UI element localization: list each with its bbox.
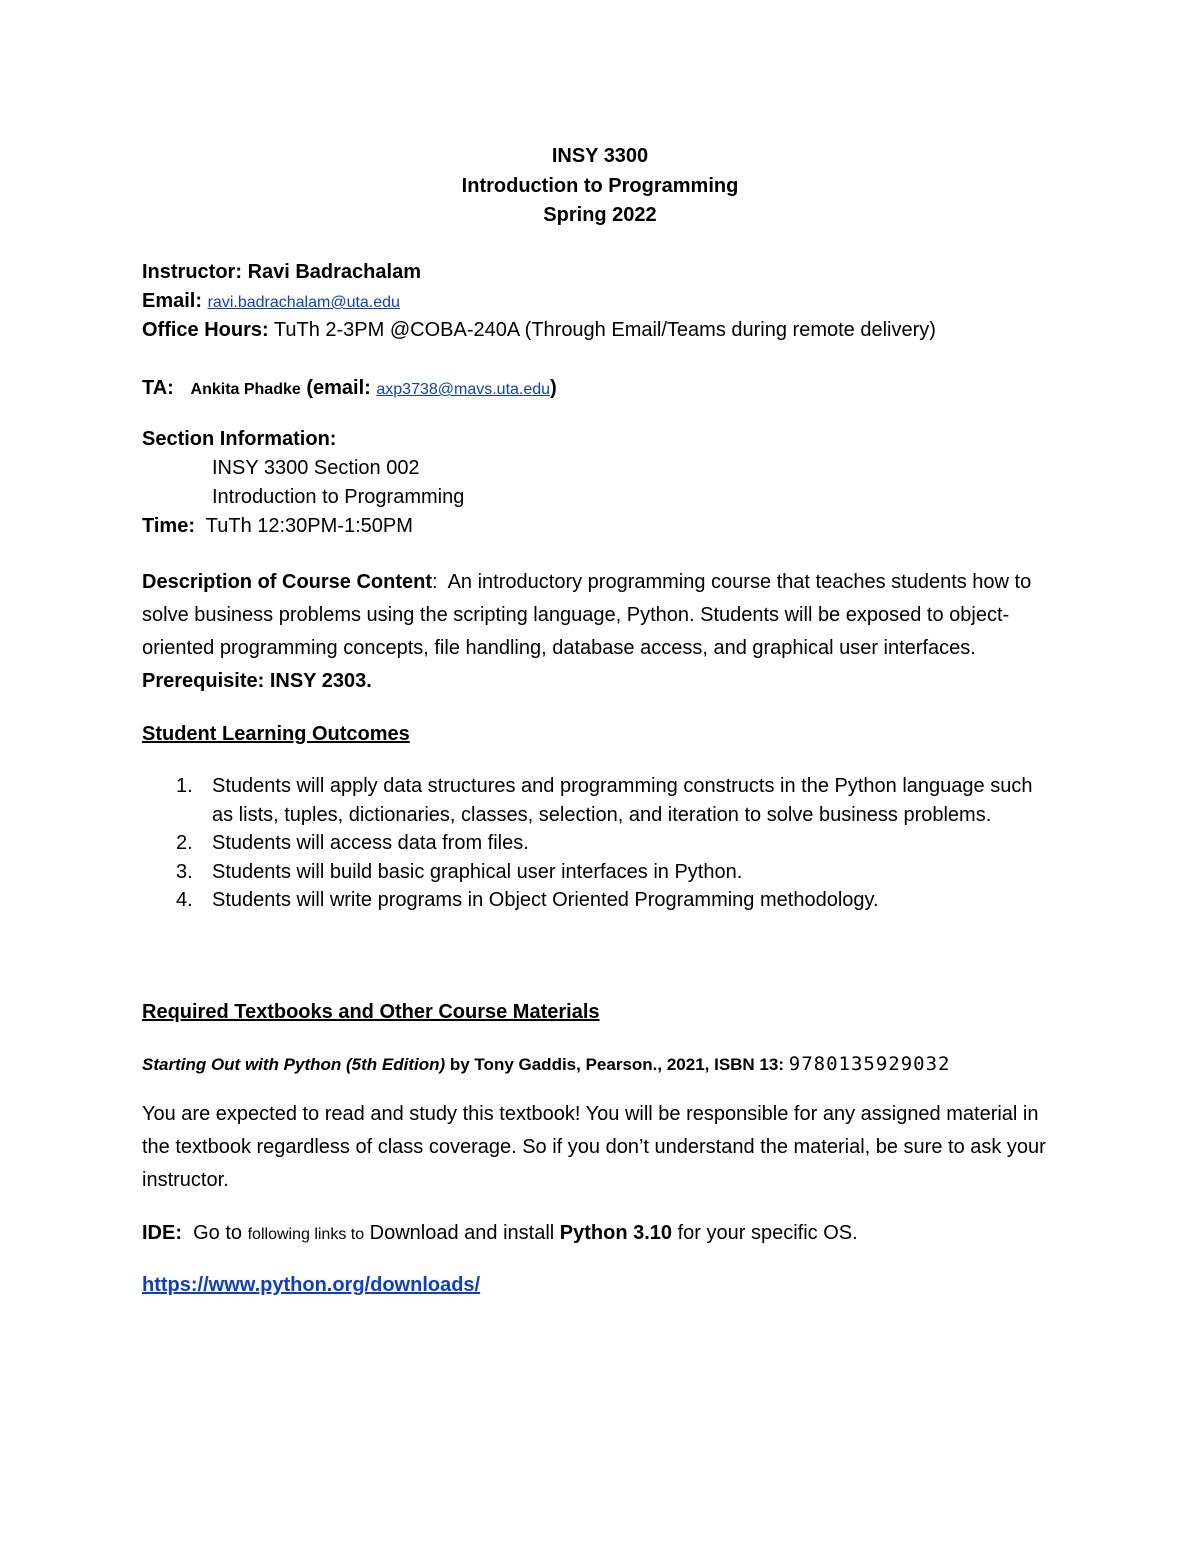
instructor-email-link[interactable]: ravi.badrachalam@uta.edu bbox=[207, 294, 400, 311]
ta-line bbox=[142, 376, 557, 402]
ide-line bbox=[142, 1221, 858, 1247]
course-description bbox=[142, 566, 1052, 698]
ide-text-2: following links to bbox=[247, 1226, 365, 1243]
materials-heading: Required Textbooks and Other Course Materials bbox=[142, 1001, 600, 1023]
ide-text-3: Download and install bbox=[369, 1222, 555, 1244]
ide-python-version: Python 3.10 bbox=[559, 1222, 673, 1244]
outcomes-heading: Student Learning Outcomes bbox=[142, 723, 410, 745]
ide-text-4: for your specific OS. bbox=[677, 1222, 858, 1244]
prerequisite-value: INSY 2303. bbox=[269, 670, 372, 692]
office-hours-line bbox=[142, 318, 936, 342]
ta-close-paren: ) bbox=[550, 377, 557, 399]
section-time-line bbox=[142, 514, 413, 538]
ta-name: Ankita Phadke bbox=[190, 381, 301, 398]
outcomes-list bbox=[142, 772, 1052, 915]
time-value: TuTh 12:30PM-1:50PM bbox=[205, 515, 413, 537]
time-label: Time: bbox=[142, 515, 195, 537]
instructor-line bbox=[142, 260, 421, 284]
office-hours-value: TuTh 2-3PM @COBA-240A (Through Email/Teams during remote delivery) bbox=[273, 319, 936, 341]
ta-label: TA: bbox=[142, 377, 174, 399]
list-item: 1. Students will apply data structures and programming constructs in the Python language such as lists, tuples, dictionaries, classes, selection, and iteration to solve business problems. bbox=[176, 775, 1033, 826]
textbook-line bbox=[142, 1052, 950, 1077]
prerequisite-label: Prerequisite: bbox=[142, 670, 265, 692]
textbook-title: Starting Out with Python (5th Edition) bbox=[142, 1055, 446, 1074]
description-label: Description of Course Content bbox=[142, 571, 433, 593]
section-heading: Section Information: bbox=[142, 428, 337, 450]
ta-email-label: (email: bbox=[306, 377, 371, 399]
ide-text-1: Go to bbox=[193, 1222, 243, 1244]
list-item: 3. Students will build basic graphical user interfaces in Python. bbox=[176, 860, 743, 883]
instructor-label: Instructor: bbox=[142, 261, 242, 283]
list-item: 4. Students will write programs in Object Oriented Programming methodology. bbox=[176, 889, 879, 911]
description-colon: : bbox=[432, 571, 438, 593]
textbook-isbn: 9780135929032 bbox=[788, 1053, 951, 1075]
course-term: Spring 2022 bbox=[543, 204, 657, 226]
textbook-expectation: You are expected to read and study this textbook! You will be responsible for any assigned material in the textbook regardless of class coverage. So if you don’t understand the material, be sure to ask your instructor. bbox=[142, 1103, 1046, 1191]
python-download-line bbox=[142, 1273, 480, 1297]
instructor-email-label: Email: bbox=[142, 290, 203, 312]
ide-label: IDE: bbox=[142, 1222, 182, 1244]
section-number: INSY 3300 Section 002 bbox=[212, 457, 420, 479]
office-hours-label: Office Hours: bbox=[142, 319, 269, 341]
instructor-name: Ravi Badrachalam bbox=[247, 261, 421, 283]
description-text: An introductory programming course that teaches students how to solve business problems using the scripting language, Python. Students will be exposed to object-oriented programming concepts, file handling, database access, and graphical user interfaces. bbox=[142, 571, 1032, 659]
section-title: Introduction to Programming bbox=[212, 486, 465, 508]
list-item: 2. Students will access data from files. bbox=[176, 832, 529, 854]
ta-email-link[interactable]: axp3738@mavs.uta.edu bbox=[376, 381, 551, 398]
course-title: Introduction to Programming bbox=[461, 175, 739, 197]
python-download-link[interactable]: https://www.python.org/downloads/ bbox=[142, 1274, 481, 1296]
textbook-details: by Tony Gaddis, Pearson., 2021, ISBN 13: bbox=[449, 1055, 785, 1074]
course-code: INSY 3300 bbox=[551, 145, 649, 167]
instructor-email-line bbox=[142, 289, 400, 315]
